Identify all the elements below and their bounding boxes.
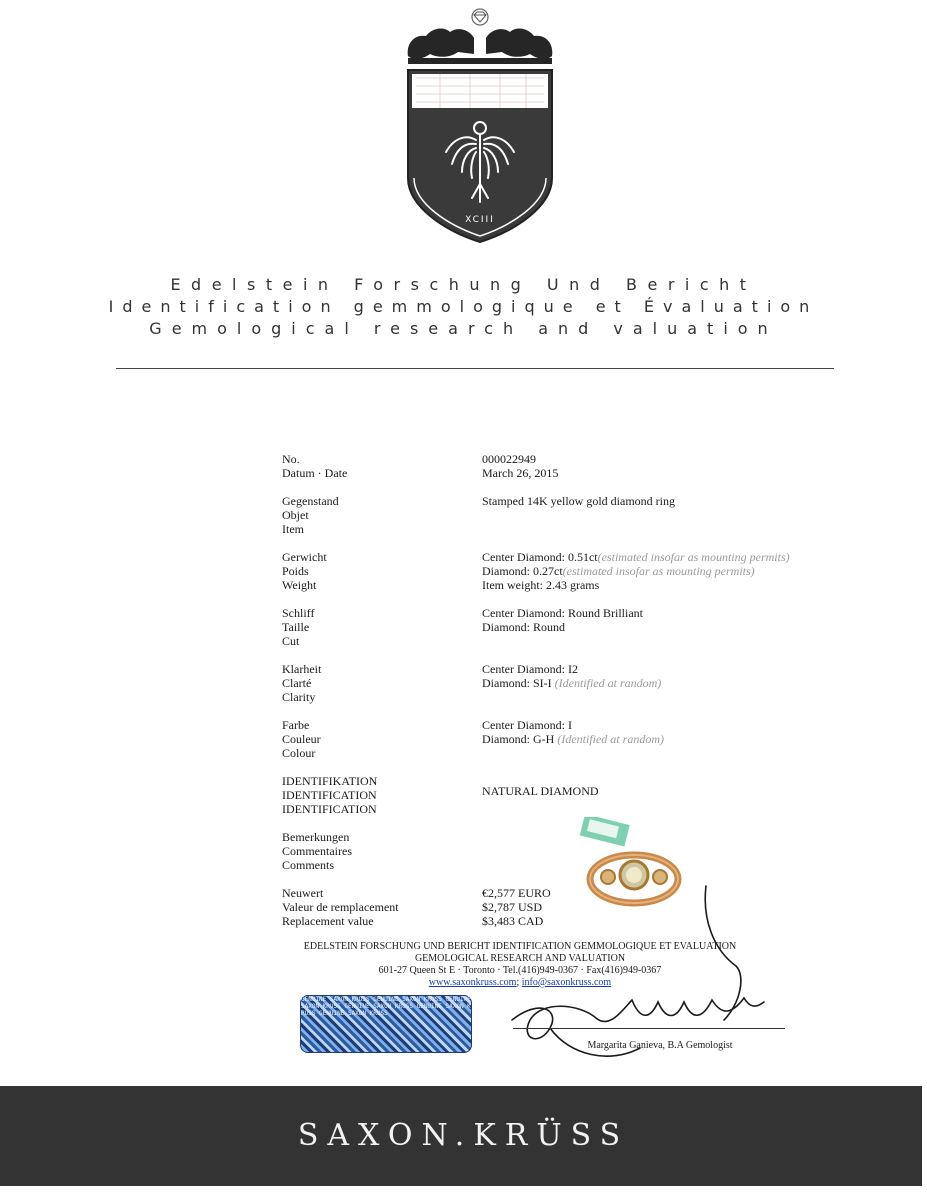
contact-line-2: GEMOLOGICAL RESEARCH AND VALUATION: [414, 953, 626, 964]
signature-line: [513, 1028, 785, 1029]
identification-label-de: IDENTIFIKATION: [282, 774, 378, 788]
item-label-de: Gegenstand: [282, 494, 339, 508]
weight-diamond-note: (estimated insofar as mounting permits): [562, 564, 755, 578]
clarity-note: (Identified at random): [554, 676, 662, 690]
cut-diamond: Diamond: Round: [482, 620, 565, 634]
no-label: No.: [282, 452, 300, 466]
identification-label-en: IDENTIFICATION: [282, 802, 377, 816]
cut-label-en: Cut: [282, 634, 300, 648]
item-label-en: Item: [282, 522, 304, 536]
comments-label-de: Bemerkungen: [282, 830, 350, 844]
value-cad: $3,483 CAD: [482, 914, 544, 928]
weight-center-diamond: Center Diamond: 0.51ct: [482, 550, 598, 564]
comments-label-fr: Commentaires: [282, 844, 352, 858]
crest-dragons: [408, 29, 553, 64]
contact-line-1: EDELSTEIN FORSCHUNG UND BERICHT IDENTIFICATION GEMMOLOGIQUE ET EVALUATION: [303, 941, 737, 952]
item-label-fr: Objet: [282, 508, 309, 522]
weight-label-fr: Poids: [282, 564, 309, 578]
diamond-icon: [472, 9, 488, 25]
colour-label-fr: Couleur: [282, 732, 321, 746]
weight-label-en: Weight: [282, 578, 317, 592]
clarity-label-en: Clarity: [282, 690, 316, 704]
cut-label-fr: Taille: [282, 620, 310, 634]
value-label-en: Replacement value: [282, 914, 374, 928]
comments-label-en: Comments: [282, 858, 335, 872]
clarity-diamond: Diamond: SI-I: [482, 676, 552, 690]
cut-center-diamond: Center Diamond: Round Brilliant: [482, 606, 643, 620]
header-french: Identification gemmologique et Évaluation: [108, 297, 819, 316]
weight-diamond: Diamond: 0.27ct: [482, 564, 563, 578]
link-separator: ;: [516, 977, 520, 988]
clarity-label-de: Klarheit: [282, 662, 322, 676]
cut-label-de: Schliff: [282, 606, 315, 620]
date-value: March 26, 2015: [482, 466, 559, 480]
identification-value: NATURAL DIAMOND: [482, 784, 599, 798]
colour-center-diamond: Center Diamond: I: [482, 718, 572, 732]
header-german: Edelstein Forschung Und Bericht: [170, 275, 757, 294]
header-english: Gemological research and valuation: [149, 319, 778, 338]
identification-label-fr: IDENTIFICATION: [282, 788, 377, 802]
hologram-text: GENUINE SAXON KRUSS GENUINE SAXON KRUSS GENUINE SAXON KRUSS GENUINE SAXON KRUSS GENUINE SAXON KRUSS GENUINE SAXON KRUSS: [301, 996, 471, 1017]
crest-logo: [400, 8, 560, 248]
brand-name: SAXON.KRÜSS: [297, 1118, 630, 1153]
date-label: Datum · Date: [282, 466, 348, 480]
value-label-fr: Valeur de remplacement: [282, 900, 399, 914]
signature-name: Margarita Ganieva, B.A Gemologist: [587, 1040, 733, 1051]
weight-item: Item weight: 2.43 grams: [482, 578, 600, 592]
no-value: 000022949: [482, 452, 536, 466]
crest-roman-numeral: XCIII: [465, 215, 495, 225]
hologram-sticker: [300, 995, 472, 1053]
website-link[interactable]: www.saxonkruss.com: [428, 977, 517, 988]
weight-center-note: (estimated insofar as mounting permits): [597, 550, 790, 564]
colour-diamond: Diamond: G-H: [482, 732, 555, 746]
value-label-de: Neuwert: [282, 886, 324, 900]
contact-address: 601-27 Queen St E · Toronto · Tel.(416)949-0367 · Fax(416)949-0367: [378, 965, 662, 976]
header-divider: [116, 368, 834, 369]
clarity-center-diamond: Center Diamond: I2: [482, 662, 578, 676]
weight-label-de: Gerwicht: [282, 550, 327, 564]
item-value: Stamped 14K yellow gold diamond ring: [482, 494, 675, 508]
value-usd: $2,787 USD: [482, 900, 543, 914]
colour-label-de: Farbe: [282, 718, 310, 732]
colour-note: (Identified at random): [557, 732, 664, 746]
value-euro: €2,577 EURO: [482, 886, 551, 900]
colour-label-en: Colour: [282, 746, 316, 760]
clarity-label-fr: Clarté: [282, 676, 312, 690]
email-link[interactable]: info@saxonkruss.com: [521, 977, 612, 988]
